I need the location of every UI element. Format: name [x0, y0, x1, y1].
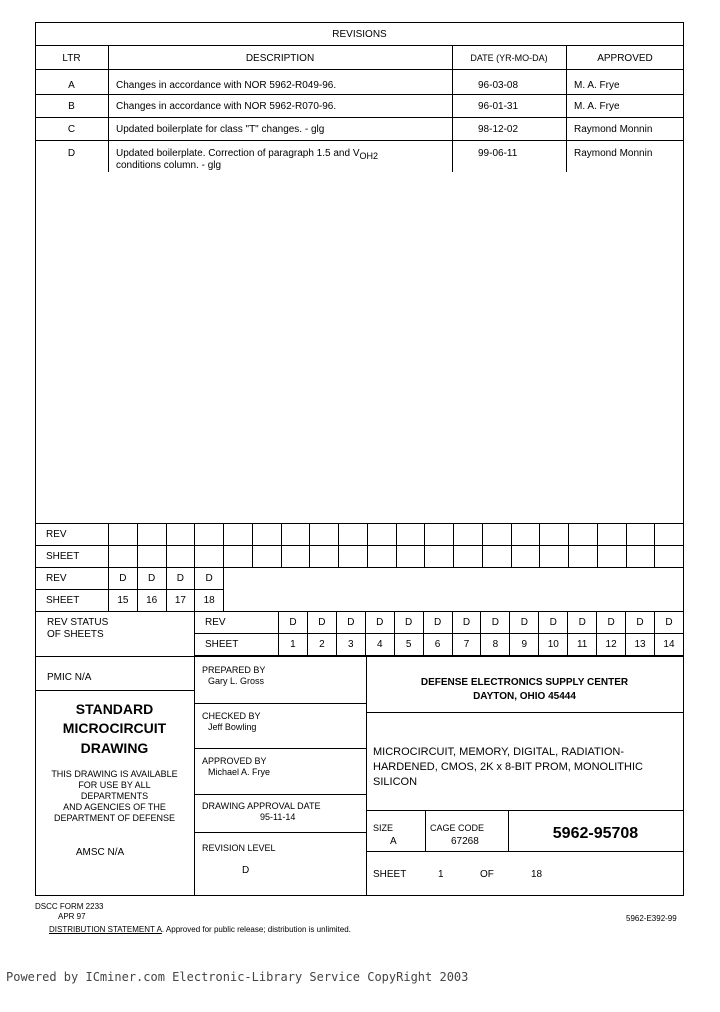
sheet-cell: 12	[597, 634, 626, 656]
drawing-type-title: STANDARD	[75, 701, 154, 717]
revision-level-label: REVISION LEVEL	[202, 843, 276, 853]
drawing-title-2: HARDENED, CMOS, 2K x 8-BIT PROM, MONOLITHIC	[373, 761, 643, 773]
sheet-label: SHEET	[36, 546, 109, 568]
approved-by-value: Michael A. Frye	[208, 767, 271, 777]
header-approved: APPROVED	[597, 53, 653, 64]
sheet-cell: 1	[279, 634, 308, 656]
rev-label: REV	[195, 612, 279, 634]
sheet-cell: 2	[307, 634, 336, 656]
rev-row-description: Changes in accordance with NOR 5962-R070-96.	[116, 101, 337, 112]
revision-level-value: D	[242, 865, 250, 876]
rev-cell: D	[423, 612, 452, 634]
upper-sheet-row	[36, 590, 684, 612]
rev-cell: D	[394, 612, 423, 634]
rev-row-date: 96-03-08	[478, 80, 519, 91]
rev-row-ltr: B	[68, 101, 75, 112]
header-date: DATE (YR-MO-DA)	[470, 53, 548, 63]
rev-label: REV	[36, 524, 109, 546]
sheet-label: SHEET	[373, 869, 407, 880]
form-date: APR 97	[58, 912, 86, 921]
rev-row-description-cont: conditions column. - glg	[116, 160, 222, 171]
rev-desc-line1: Updated boilerplate. Correction of paragraph 1.5 and V	[116, 148, 360, 159]
size-label: SIZE	[373, 823, 394, 833]
rev-cell: D	[195, 568, 224, 590]
drawing-number: 5962-95708	[552, 825, 639, 842]
rev-cell: D	[452, 612, 481, 634]
approved-by-label: APPROVED BY	[202, 756, 267, 766]
rev-cell: D	[654, 612, 683, 634]
center-address: DAYTON, OHIO 45444	[473, 691, 576, 702]
status-rev-row	[195, 612, 684, 634]
rev-cell: D	[279, 612, 308, 634]
distribution-text: . Approved for public release; distribution is unlimited.	[161, 925, 351, 934]
approval-date-label: DRAWING APPROVAL DATE	[202, 801, 321, 811]
rev-cell: D	[166, 568, 195, 590]
upper-status-grid	[35, 523, 684, 612]
powered-by-banner: Powered by ICminer.com Electronic-Library Service CopyRight 2003	[6, 970, 469, 984]
upper-sheet-row-blank	[36, 546, 684, 568]
rev-status-grid	[194, 611, 684, 656]
rev-row-approved: Raymond Monnin	[574, 148, 653, 159]
distribution-label: DISTRIBUTION STATEMENT A	[49, 925, 162, 934]
header-ltr: LTR	[62, 53, 81, 64]
sheet-cell: 16	[137, 590, 166, 612]
sheet-cell: 10	[539, 634, 568, 656]
amsc-label: AMSC N/A	[75, 847, 125, 858]
pmic-label: PMIC N/A	[47, 672, 92, 683]
availability-note: THIS DRAWING IS AVAILABLE	[51, 769, 178, 779]
total-sheets: 18	[531, 869, 543, 880]
rev-cell: D	[481, 612, 510, 634]
rev-cell: D	[510, 612, 539, 634]
rev-desc-subscript: OH2	[359, 151, 379, 161]
rev-row-approved: M. A. Frye	[574, 80, 620, 91]
rev-row-description: Changes in accordance with NOR 5962-R049-96.	[116, 80, 337, 91]
rev-row-date: 98-12-02	[478, 124, 519, 135]
drawing-type-title-2: MICROCIRCUIT	[62, 720, 167, 736]
availability-note-3: DEPARTMENTS	[80, 791, 149, 801]
checked-by-value: Jeff Bowling	[208, 722, 257, 732]
rev-row-ltr: D	[67, 148, 76, 159]
sheet-cell: 3	[336, 634, 365, 656]
sheet-cell: 7	[452, 634, 481, 656]
rev-row-description: Updated boilerplate for class "T" changes. - glg	[116, 124, 325, 135]
prepared-by-label: PREPARED BY	[202, 665, 266, 675]
upper-rev-row	[36, 568, 684, 590]
sheet-cell: 11	[568, 634, 597, 656]
center-name: DEFENSE ELECTRONICS SUPPLY CENTER	[420, 677, 629, 688]
checked-by-label: CHECKED BY	[202, 711, 261, 721]
sheet-cell: 5	[394, 634, 423, 656]
rev-cell: D	[137, 568, 166, 590]
sheet-cell: 6	[423, 634, 452, 656]
sheet-cell: 13	[626, 634, 655, 656]
drawing-type-title-3: DRAWING	[80, 740, 149, 756]
cage-code-label: CAGE CODE	[430, 823, 485, 833]
revisions-title: REVISIONS	[332, 29, 387, 40]
prepared-by-value: Gary L. Gross	[208, 676, 265, 686]
form-number: DSCC FORM 2233	[35, 902, 104, 911]
rev-cell: D	[626, 612, 655, 634]
rev-label: REV	[36, 568, 109, 590]
size-value: A	[390, 836, 397, 847]
availability-note-4: AND AGENCIES OF THE	[63, 802, 166, 812]
rev-cell: D	[597, 612, 626, 634]
document-number: 5962-E392-99	[626, 914, 677, 923]
sheet-label: SHEET	[195, 634, 279, 656]
drawing-title-3: SILICON	[373, 776, 418, 788]
rev-cell: D	[539, 612, 568, 634]
sheet-cell: 15	[109, 590, 138, 612]
rev-cell: D	[307, 612, 336, 634]
rev-row-date: 96-01-31	[478, 101, 519, 112]
sheet-cell: 9	[510, 634, 539, 656]
sheet-cell: 14	[654, 634, 683, 656]
availability-note-5: DEPARTMENT OF DEFENSE	[53, 813, 176, 823]
rev-cell: D	[568, 612, 597, 634]
rev-row-ltr: A	[68, 80, 75, 91]
rev-cell: D	[365, 612, 394, 634]
rev-status-label-2: OF SHEETS	[47, 629, 104, 640]
rev-row-date: 99-06-11	[478, 148, 518, 159]
sheet-cell: 18	[195, 590, 224, 612]
cage-code-value: 67268	[451, 836, 479, 847]
sheet-cell: 4	[365, 634, 394, 656]
rev-cell: D	[336, 612, 365, 634]
rev-cell: D	[109, 568, 138, 590]
rev-row-approved: M. A. Frye	[574, 101, 620, 112]
header-description: DESCRIPTION	[245, 53, 315, 64]
rev-row-ltr: C	[67, 124, 76, 135]
sheet-cell: 17	[166, 590, 195, 612]
upper-rev-row-blank	[36, 524, 684, 546]
rev-row-approved: Raymond Monnin	[574, 124, 653, 135]
distribution-statement	[49, 925, 351, 935]
sheet-label: SHEET	[36, 590, 109, 612]
sheet-cell: 8	[481, 634, 510, 656]
sheet-number: 1	[438, 869, 444, 880]
drawing-title: MICROCIRCUIT, MEMORY, DIGITAL, RADIATION-	[373, 746, 624, 758]
approval-date-value: 95-11-14	[260, 812, 296, 822]
status-sheet-row	[195, 634, 684, 656]
of-label: OF	[480, 869, 494, 880]
rev-status-label: REV STATUS	[47, 617, 109, 628]
availability-note-2: FOR USE BY ALL	[78, 780, 151, 790]
